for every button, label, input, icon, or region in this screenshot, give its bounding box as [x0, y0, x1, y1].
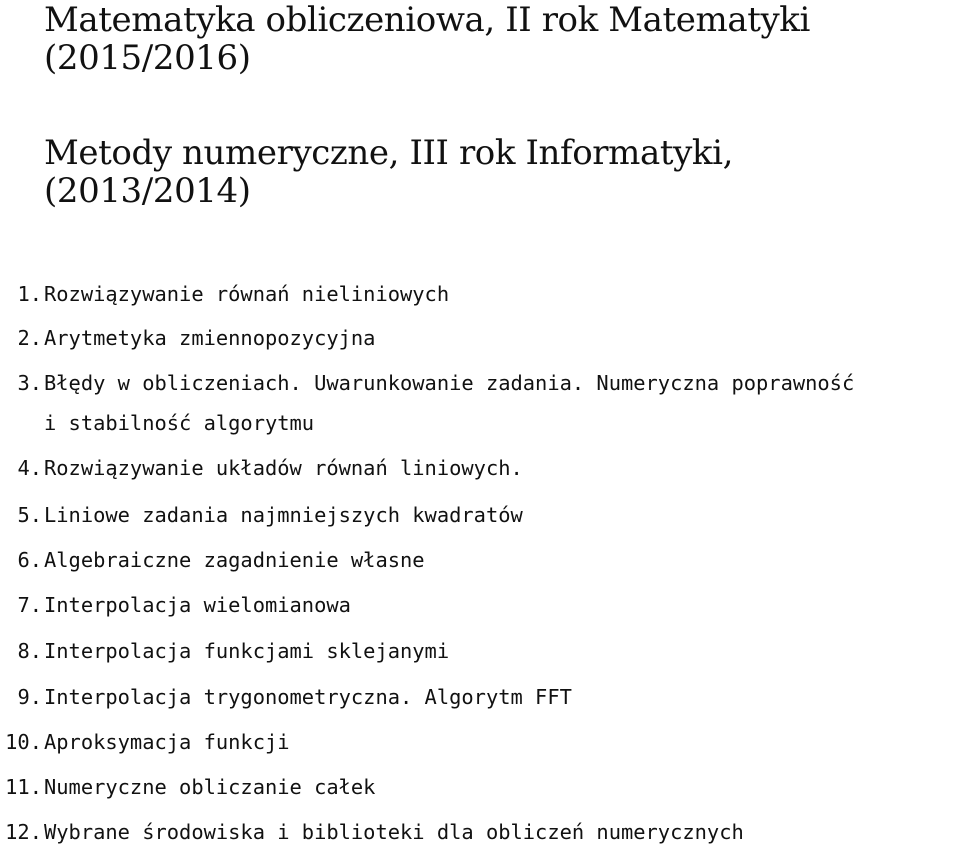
- topic-number: 1.: [17, 282, 42, 306]
- course-title-line-1: Matematyka obliczeniowa, II rok Matematyki: [44, 0, 810, 40]
- course-years-line-1: (2015/2016): [44, 38, 251, 78]
- topic-text: Interpolacja wielomianowa: [44, 593, 351, 617]
- topic-number: 9.: [17, 685, 42, 709]
- topic-number: 8.: [17, 639, 42, 663]
- topic-number: 10.: [5, 730, 42, 754]
- topic-number: 7.: [17, 593, 42, 617]
- topic-number: 5.: [17, 503, 42, 527]
- topic-number: 3.: [17, 371, 42, 395]
- topic-text: Numeryczne obliczanie całek: [44, 775, 376, 799]
- topic-text: Rozwiązywanie równań nieliniowych: [44, 282, 450, 306]
- topic-text: Rozwiązywanie układów równań liniowych.: [44, 456, 523, 480]
- topic-number: 6.: [17, 548, 42, 572]
- topic-number: 11.: [5, 775, 42, 799]
- topic-text: Błędy w obliczeniach. Uwarunkowanie zadania. Numeryczna poprawność: [44, 371, 855, 395]
- topic-text: Interpolacja trygonometryczna. Algorytm FFT: [44, 685, 572, 709]
- topic-text: Liniowe zadania najmniejszych kwadratów: [44, 503, 523, 527]
- topic-text: Wybrane środowiska i biblioteki dla obliczeń numerycznych: [44, 820, 744, 844]
- topic-text: Arytmetyka zmiennopozycyjna: [44, 326, 376, 350]
- course-title-line-2: Metody numeryczne, III rok Informatyki,: [44, 133, 733, 173]
- course-years-line-2: (2013/2014): [44, 171, 251, 211]
- topic-number: 12.: [5, 820, 42, 844]
- topic-text: Aproksymacja funkcji: [44, 730, 290, 754]
- topic-text-continued: i stabilność algorytmu: [44, 411, 315, 435]
- topic-text: Algebraiczne zagadnienie własne: [44, 548, 425, 572]
- topic-text: Interpolacja funkcjami sklejanymi: [44, 639, 450, 663]
- topic-number: 2.: [17, 326, 42, 350]
- topic-number: 4.: [17, 456, 42, 480]
